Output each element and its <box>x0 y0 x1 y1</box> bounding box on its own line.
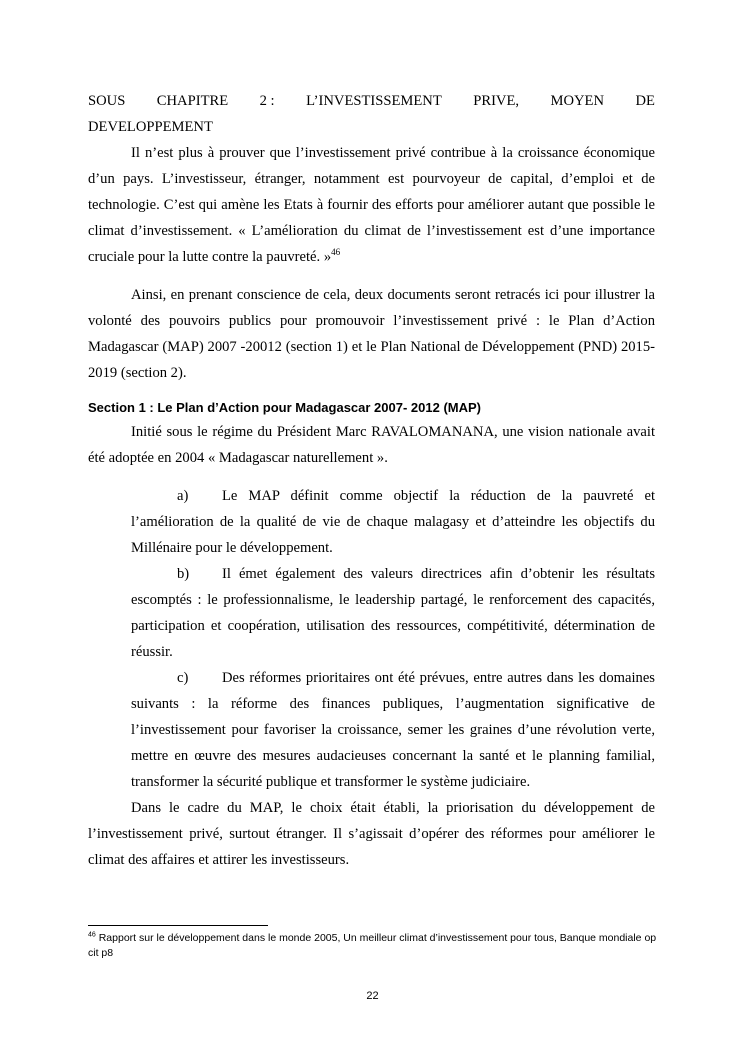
objectives-list <box>88 483 655 795</box>
paragraph-documents: Ainsi, en prenant conscience de cela, deux documents seront retracés ici pour illustrer la volonté des pouvoirs publics pour promouvoir l’investissement privé : le Plan d’Action Madagascar (MAP) 2007 -20012 (section 1) et le Plan National de Développement (PND) 2015-2019 (section 2). <box>88 287 655 381</box>
page-number: 22 <box>366 990 379 1002</box>
chapter-title-word: SOUS <box>88 93 126 109</box>
page-body <box>88 88 655 873</box>
section-heading: Section 1 : Le Plan d’Action pour Madagascar 2007- 2012 (MAP) <box>88 400 481 415</box>
chapter-title-word: MOYEN <box>550 93 605 109</box>
chapter-title-word: L’INVESTISSEMENT <box>306 93 442 109</box>
list-item-label: a) <box>177 488 189 504</box>
list-item <box>131 665 655 795</box>
chapter-title-word: DE <box>635 93 655 109</box>
footnote-text: Rapport sur le développement dans le monde 2005, Un meilleur climat d’investissement pour tous, Banque mondiale op cit p8 <box>88 932 657 959</box>
paragraph-intro <box>88 140 655 270</box>
footnote-divider <box>88 925 268 926</box>
chapter-title-word: PRIVE, <box>473 93 520 109</box>
paragraph-intro-text: Il n’est plus à prouver que l’investissement privé contribue à la croissance économique d’un pays. L’investisseur, étranger, notamment est pourvoyeur de capital, d’emploi et de technologie. C’est qui amène les Etats à fournir des efforts pour améliorer autant que possible le climat d’investissement. « L’amélioration du climat de l’investissement est d’une importance cruciale pour la lutte contre la pauvreté. » <box>88 145 655 265</box>
list-item <box>131 561 655 665</box>
footnote-ref[interactable]: 46 <box>331 247 341 258</box>
list-item-text: Des réformes prioritaires ont été prévues, entre autres dans les domaines suivants : la réforme des finances publiques, l’augmentation significative de l’investissement pour favoriser la croissance, semer les graines d’une révolution verte, mettre en œuvre des mesures audacieuses concernant la santé et le planning familial, transformer la sécurité publique et transformer le système judiciaire. <box>131 670 655 790</box>
chapter-title-line2: DEVELOPPEMENT <box>88 119 213 135</box>
paragraph-conclusion: Dans le cadre du MAP, le choix était établi, la priorisation du développement de l’investissement privé, surtout étranger. Il s’agissait d’opérer des réformes pour améliorer le climat des affaires et attirer les investisseurs. <box>88 800 655 868</box>
footnote <box>88 931 658 961</box>
list-item-label: c) <box>177 670 189 686</box>
list-item-label: b) <box>177 566 190 582</box>
chapter-title <box>88 88 655 114</box>
list-item-text: Il émet également des valeurs directrices afin d’obtenir les résultats escomptés : le professionnalisme, le leadership partagé, le renforcement des capacités, participation et coopération, utilisation des ressources, compétitivité, détermination de réussir. <box>131 566 655 660</box>
chapter-title-word: CHAPITRE <box>156 93 229 109</box>
list-item-text: Le MAP définit comme objectif la réduction de la pauvreté et l’amélioration de la qualité de vie de chaque malagasy et d’atteindre les objectifs du Millénaire pour le développement. <box>131 488 655 556</box>
list-item <box>131 483 655 561</box>
footnote-number: 46 <box>88 931 96 939</box>
chapter-title-word: 2 : <box>259 93 275 109</box>
paragraph-vision: Initié sous le régime du Président Marc RAVALOMANANA, une vision nationale avait été adoptée en 2004 « Madagascar naturellement ». <box>88 424 655 466</box>
